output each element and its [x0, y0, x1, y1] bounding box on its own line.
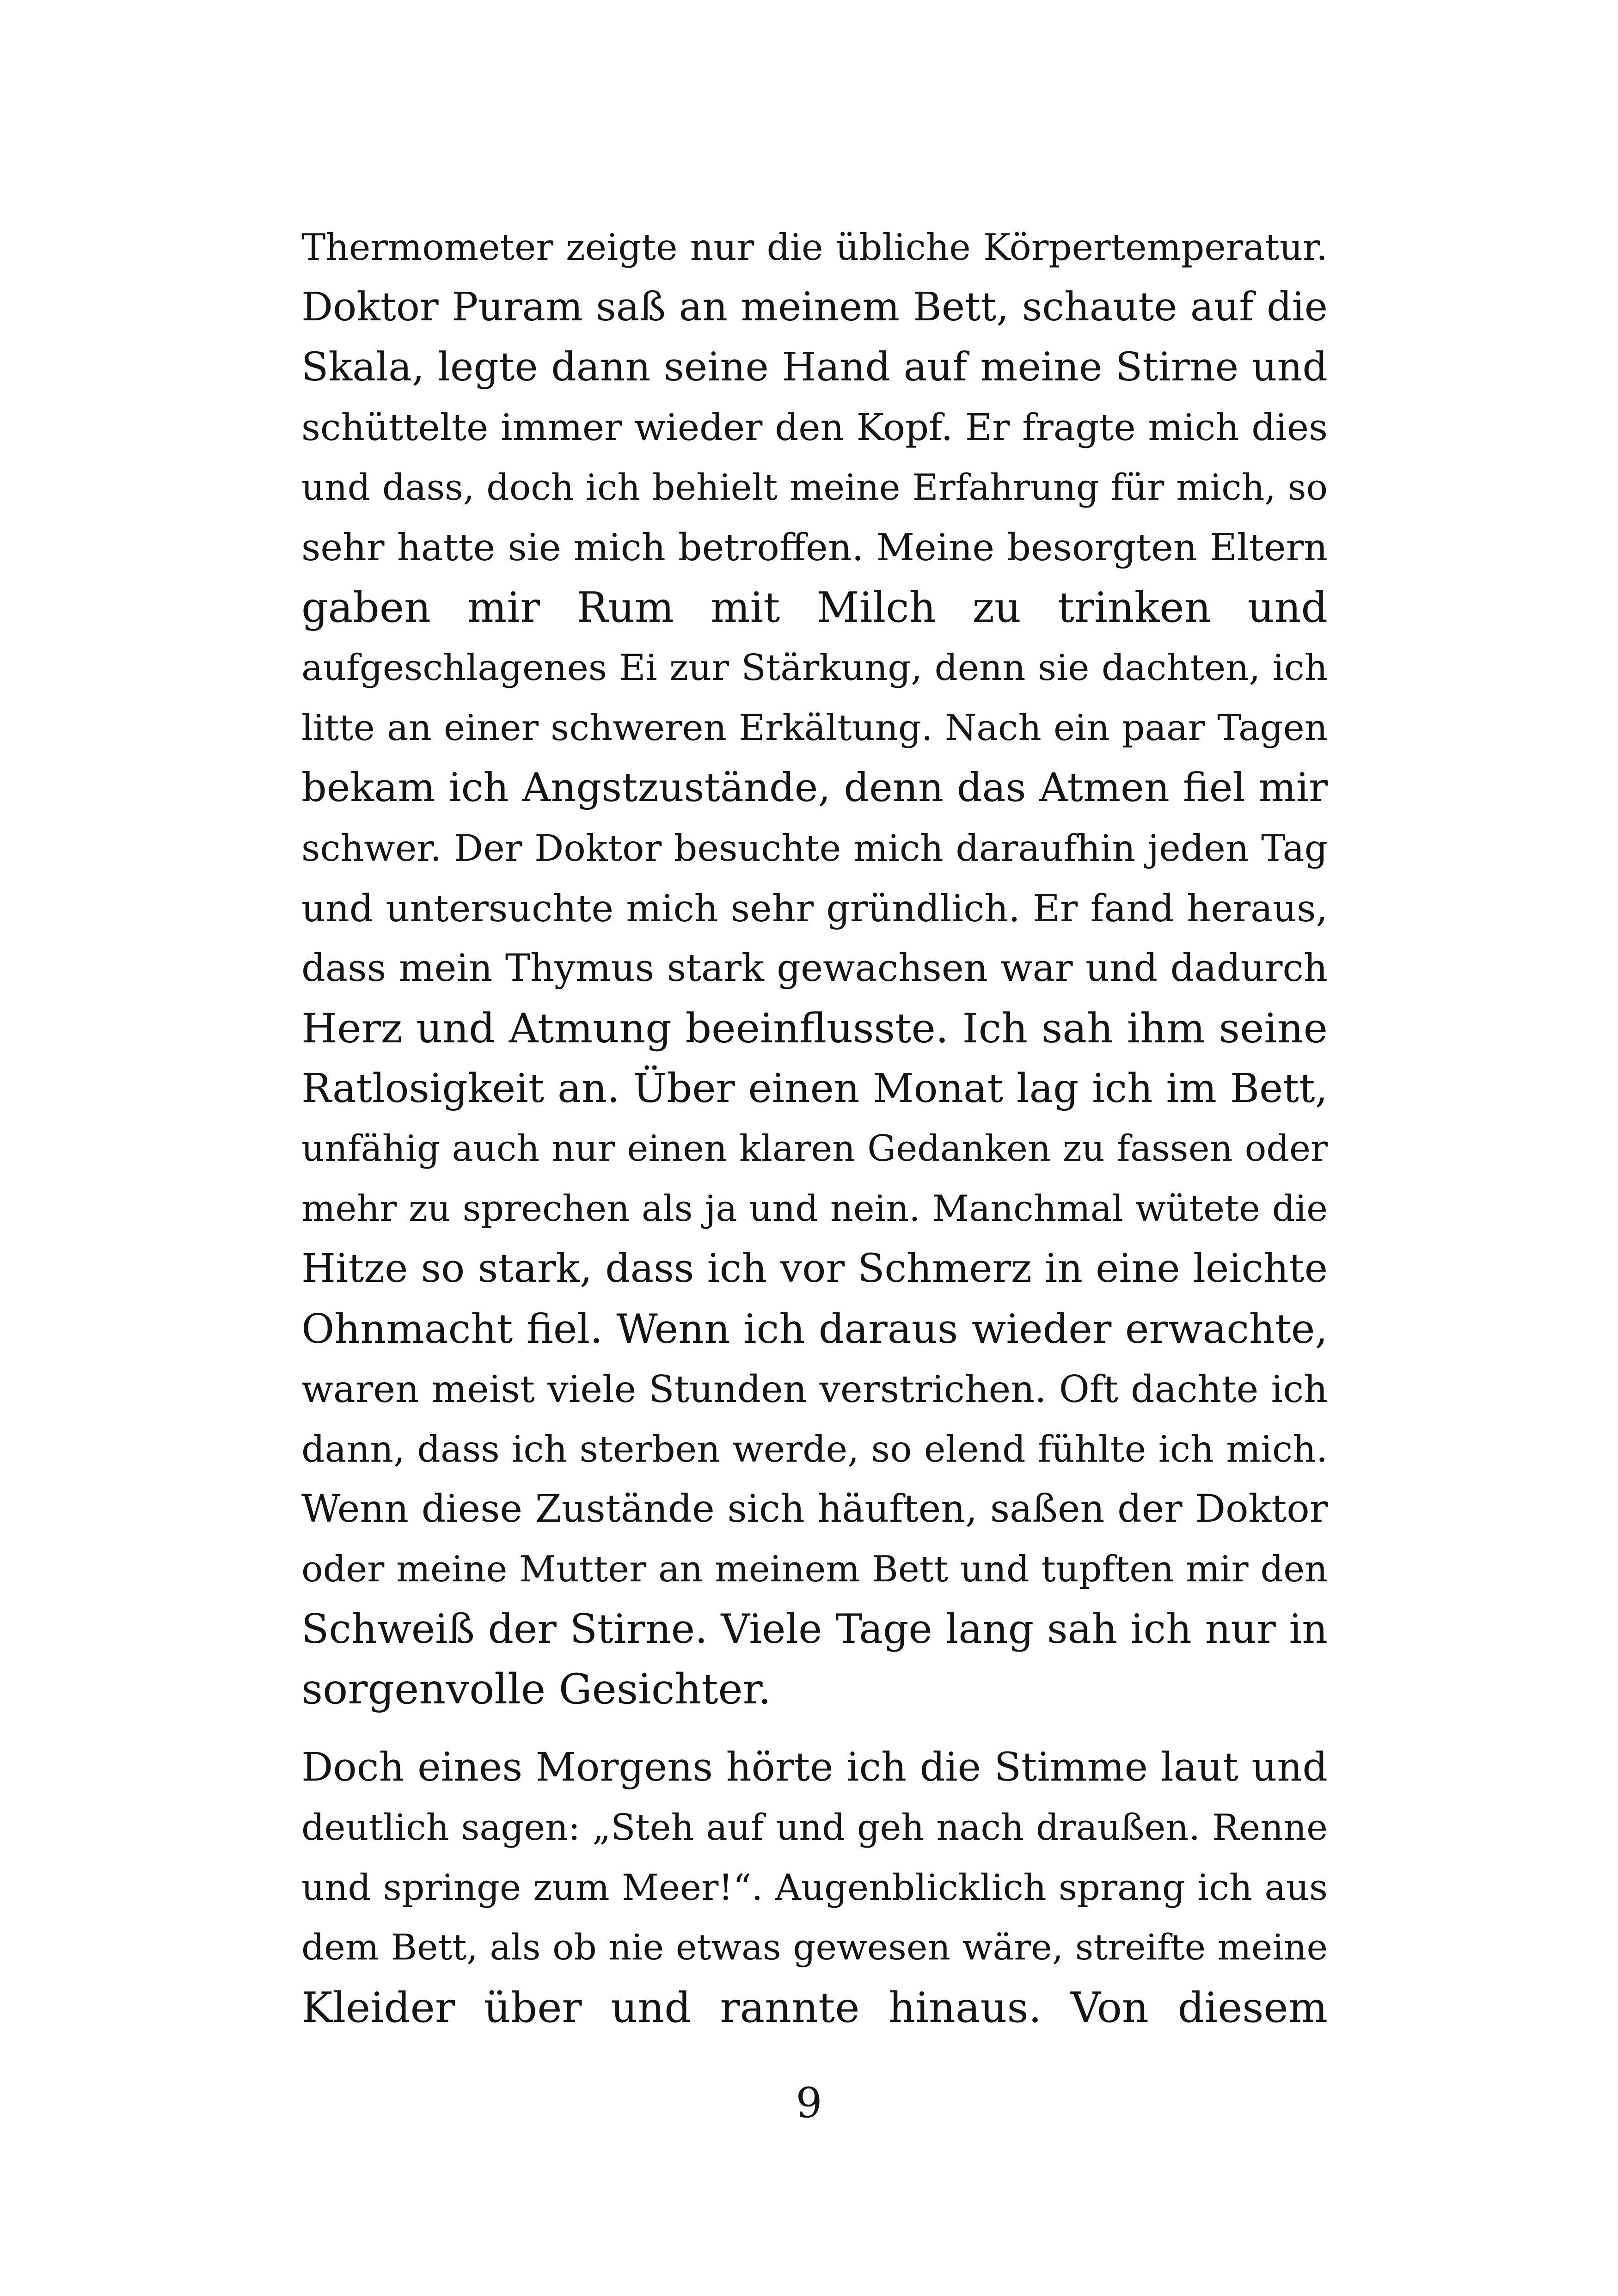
- body-text: [301, 217, 1328, 2038]
- text-line: mehr zu sprechen als ja und nein. Manchmal wütete die: [301, 1188, 1328, 1230]
- text-line: aufgeschlagenes Ei zur Stärkung, denn sie dachten, ich: [301, 647, 1328, 689]
- text-line: Ratlosigkeit an. Über einen Monat lag ich im Bett,: [301, 1065, 1328, 1112]
- text-line: sorgenvolle Gesichter.: [301, 1665, 772, 1714]
- text-line: Kleider über und rannte hinaus. Von diesem: [301, 1984, 1328, 2032]
- paragraph-2: [301, 1738, 1328, 2038]
- text-line: schüttelte immer wieder den Kopf. Er fragte mich dies: [301, 406, 1328, 449]
- text-line: dass mein Thymus stark gewachsen war und dadurch: [301, 947, 1328, 990]
- text-line: Wenn diese Zustände sich häuften, saßen der Doktor: [301, 1487, 1328, 1531]
- text-line: dem Bett, als ob nie etwas gewesen wäre, streifte meine: [301, 1927, 1328, 1968]
- text-line: Ohnmacht fiel. Wenn ich daraus wieder erwachte,: [301, 1305, 1328, 1353]
- text-line: und untersuchte mich sehr gründlich. Er fand heraus,: [301, 887, 1328, 930]
- text-line: Hitze so stark, dass ich vor Schmerz in eine leichte: [301, 1246, 1328, 1292]
- text-line: sehr hatte sie mich betroffen. Meine besorgten Eltern: [301, 526, 1328, 569]
- text-line: und springe zum Meer!“. Augenblicklich sprang ich aus: [301, 1867, 1328, 1909]
- text-line: litte an einer schweren Erkältung. Nach ein paar Tagen: [301, 707, 1328, 749]
- text-line: schwer. Der Doktor besuchte mich daraufhin jeden Tag: [301, 827, 1328, 869]
- page-number: 9: [796, 2079, 822, 2127]
- text-line: bekam ich Angstzustände, denn das Atmen fiel mir: [301, 765, 1328, 811]
- paragraph-1: [301, 217, 1328, 1720]
- text-line: Herz und Atmung beeinflusste. Ich sah ihm seine: [301, 1004, 1328, 1052]
- text-line: Skala, legte dann seine Hand auf meine Stirne und: [301, 344, 1328, 390]
- text-line: unfähig auch nur einen klaren Gedanken zu fassen oder: [301, 1128, 1328, 1169]
- text-line: Schweiß der Stirne. Viele Tage lang sah ich nur in: [301, 1606, 1328, 1653]
- text-line: oder meine Mutter an meinem Bett und tupften mir den: [301, 1549, 1328, 1590]
- text-line: waren meist viele Stunden verstrichen. Oft dachte ich: [301, 1367, 1328, 1411]
- text-line: Doktor Puram saß an meinem Bett, schaute auf die: [301, 284, 1328, 330]
- text-line: Thermometer zeigte nur die übliche Körpertemperatur.: [301, 226, 1328, 269]
- text-line: und dass, doch ich behielt meine Erfahrung für mich, so: [301, 467, 1328, 508]
- text-line: deutlich sagen: „Steh auf und geh nach draußen. Renne: [301, 1807, 1328, 1849]
- text-line: Doch eines Morgens hörte ich die Stimme laut und: [301, 1745, 1328, 1790]
- text-line: gaben mir Rum mit Milch zu trinken und: [301, 583, 1328, 632]
- text-line: dann, dass ich sterben werde, so elend fühlte ich mich.: [301, 1428, 1328, 1470]
